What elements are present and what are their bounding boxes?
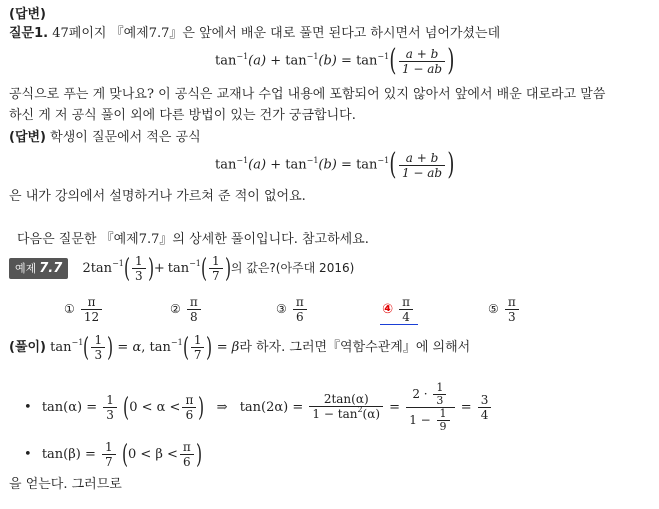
formula-question: $\tan^{-1}(a) + \tan^{-1}(b) = \tan^{-1}$( $\frac{a + b}{1 - ab}$ ) <box>215 43 455 78</box>
answer-tag: (답변) <box>9 7 46 22</box>
correct-answer-underline <box>380 324 418 325</box>
question-text: 47페이지 『예제7.7』은 앞에서 배운 대로 풀면 된다고 하시면서 넘어가셨는데 <box>52 26 501 41</box>
solution-final: 을 얻는다. 그러므로 <box>9 477 122 492</box>
example-problem: 예제 7.7 $2\tan^{-1}$( $\frac{1}{3}$ )+ $\tan^{-1}$( $\frac{1}{7}$ )의 값은?(아주대 2016) <box>9 254 354 283</box>
solution-tan-beta: • tan(β) = $\frac{1}{7}$ (0 < β < $\frac{\pi}{6}$ ) <box>24 439 202 470</box>
question-line-3: 하신 게 저 공식 풀이 외에 다른 방법이 있는 건가 궁금합니다. <box>9 108 356 123</box>
question-label: 질문1. <box>9 26 49 41</box>
choice-1[interactable]: ① $\frac{\pi}{12}$ <box>64 295 104 324</box>
formula-answer: $\tan^{-1}(a) + \tan^{-1}(b) = \tan^{-1}$( $\frac{a + b}{1 - ab}$ ) <box>215 147 455 182</box>
question-line-2: 공식으로 푸는 게 맞나요? 이 공식은 교재나 수업 내용에 포함되어 있지 않아서 앞에서 배운 대로라고 말씀 <box>9 87 606 102</box>
choice-2[interactable]: ② $\frac{\pi}{8}$ <box>170 295 203 324</box>
question-line-1 <box>9 24 500 44</box>
choice-5[interactable]: ⑤ $\frac{\pi}{3}$ <box>488 295 521 324</box>
choice-3[interactable]: ③ $\frac{\pi}{6}$ <box>276 295 309 324</box>
answer-line-2: 은 내가 강의에서 설명하거나 가르쳐 준 적이 없어요. <box>9 189 306 204</box>
answer-intro: 다음은 질문한 『예제7.7』의 상세한 풀이입니다. 참고하세요. <box>17 232 369 247</box>
choice-4-correct[interactable]: ④ $\frac{\pi}{4}$ <box>382 295 415 324</box>
solution-header: (풀이) $\tan^{-1}$( $\frac{1}{3}$ ) = α, $\tan^{-1}$( $\frac{1}{7}$ ) = β라 하자. 그러면『역함수관계』에 의해서 <box>9 332 471 363</box>
solution-label: (풀이) <box>9 340 46 355</box>
solution-tan-alpha: • tan(α) = $\frac{1}{3}$ (0 < α < $\frac{\pi}{6}$ ) ⇒ tan(2α) = $\frac{2\tan(\alpha)}{1 - \tan^2(\alpha)}$ = 2 · $\frac{1}{3}$ 1 − $\frac{1}{9}$ = $\frac{3}{4}$ <box>24 382 493 433</box>
answer-label: (답변) <box>9 130 46 145</box>
answer-line-1: (답변) 학생이 질문에서 적은 공식 <box>9 130 201 145</box>
example-badge: 예제 7.7 <box>9 258 68 279</box>
